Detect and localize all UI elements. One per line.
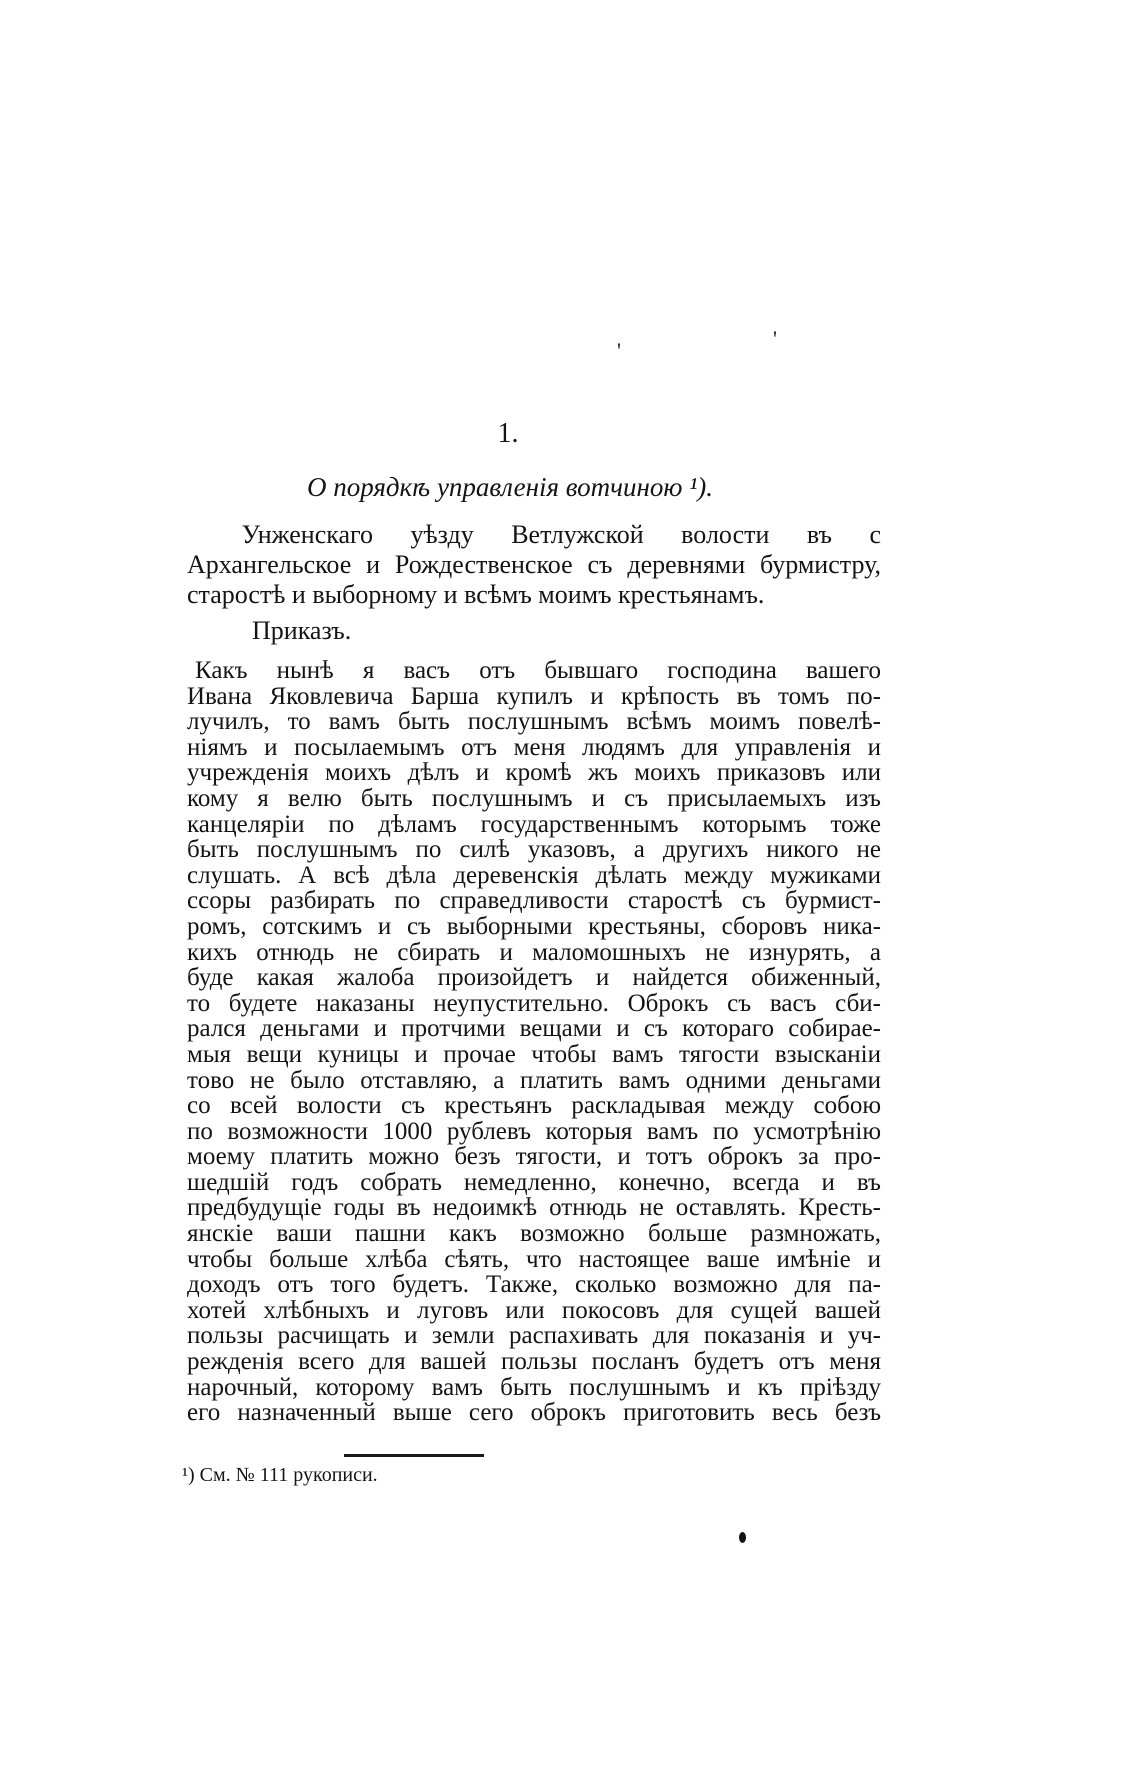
body-line: кихъ отнюдь не сбирать и маломошныхъ не изнурять, а xyxy=(187,938,881,966)
address-paragraph: Унженскаго уѣзду Ветлужской волости въ с Архангельское и Рождественское съ деревнями бурмистру, старостѣ и выборному и всѣмъ моимъ крестьянамъ. xyxy=(187,520,881,609)
body-line: режденія всего для вашей пользы посланъ будетъ отъ меня xyxy=(187,1348,881,1376)
footnote: ¹) См. № 111 рукописи. xyxy=(182,1464,378,1486)
body-line: ромъ, сотскимъ и съ выборными крестьяны, сборовъ ника- xyxy=(187,912,881,940)
section-title: О порядкѣ управленія вотчиною ¹). xyxy=(306,472,714,502)
body-line: мыя вещи куницы и прочае чтобы вамъ тягости взысканіи xyxy=(187,1040,881,1068)
body-line: со всей волости съ крестьянъ раскладывая между собою xyxy=(187,1092,881,1120)
body-line: по возможности 1000 рублевъ которыя вамъ по усмотрѣнію xyxy=(187,1117,881,1145)
body-line: рался деньгами и протчими вещами и съ котораго собирае- xyxy=(187,1015,881,1043)
body-line: то будете наказаны неупустительно. Оброкъ съ васъ сби- xyxy=(187,989,881,1017)
body-line: шедшій годъ собрать немедленно, конечно, всегда и въ xyxy=(187,1168,881,1196)
stray-mark: ' xyxy=(617,338,621,363)
body-paragraph xyxy=(187,658,881,1426)
body-line: пользы расчищать и земли распахивать для показанія и уч- xyxy=(187,1322,881,1350)
body-line: канцеляріи по дѣламъ государственнымъ которымъ тоже xyxy=(187,810,881,838)
ink-spot xyxy=(739,1532,746,1543)
body-line: янскіе ваши пашни какъ возможно больше размножать, xyxy=(187,1220,881,1248)
body-line: его назначенный выше сего оброкъ приготовить весь безъ xyxy=(187,1399,881,1427)
body-line: доходъ отъ того будетъ. Также, сколько возможно для па- xyxy=(187,1271,881,1299)
order-heading: Приказъ. xyxy=(252,616,352,645)
body-line: предбудущіе годы въ недоимкѣ отнюдь не оставлять. Кресть- xyxy=(187,1194,881,1222)
stray-mark: ' xyxy=(773,326,777,351)
body-line: быть послушнымъ по силѣ указовъ, а другихъ никого не xyxy=(187,836,881,864)
body-line: учрежденія моихъ дѣлъ и кромѣ жъ моихъ приказовъ или xyxy=(187,759,881,787)
body-line: чтобы больше хлѣба сѣять, что настоящее ваше имѣніе и xyxy=(187,1245,881,1273)
body-line: ссоры разбирать по справедливости старостѣ съ бурмист- xyxy=(187,887,881,915)
body-line: кому я велю быть послушнымъ и съ присылаемыхъ изъ xyxy=(187,784,881,812)
section-number: 1. xyxy=(497,418,519,449)
body-line: буде какая жалоба произойдетъ и найдется обиженный, xyxy=(187,964,881,992)
body-line: Ивана Яковлевича Барша купилъ и крѣпость въ томъ по- xyxy=(187,682,881,710)
footnote-divider xyxy=(344,1454,484,1457)
body-line: Какъ нынѣ я васъ отъ бывшаго господина вашего xyxy=(195,657,881,684)
body-line: хотей хлѣбныхъ и луговъ или покосовъ для сущей вашей xyxy=(187,1296,881,1324)
body-line: слушать. А всѣ дѣла деревенскія дѣлать между мужиками xyxy=(187,861,881,889)
body-line: ніямъ и посылаемымъ отъ меня людямъ для управленія и xyxy=(187,733,881,761)
body-line: тово не было отставляю, а платить вамъ одними деньгами xyxy=(187,1066,881,1094)
body-line: моему платить можно безъ тягости, и тотъ оброкъ за про- xyxy=(187,1143,881,1171)
body-line: нарочный, которому вамъ быть послушнымъ и къ пріѣзду xyxy=(187,1373,881,1401)
body-line: лучилъ, то вамъ быть послушнымъ всѣмъ моимъ повелѣ- xyxy=(187,708,881,736)
